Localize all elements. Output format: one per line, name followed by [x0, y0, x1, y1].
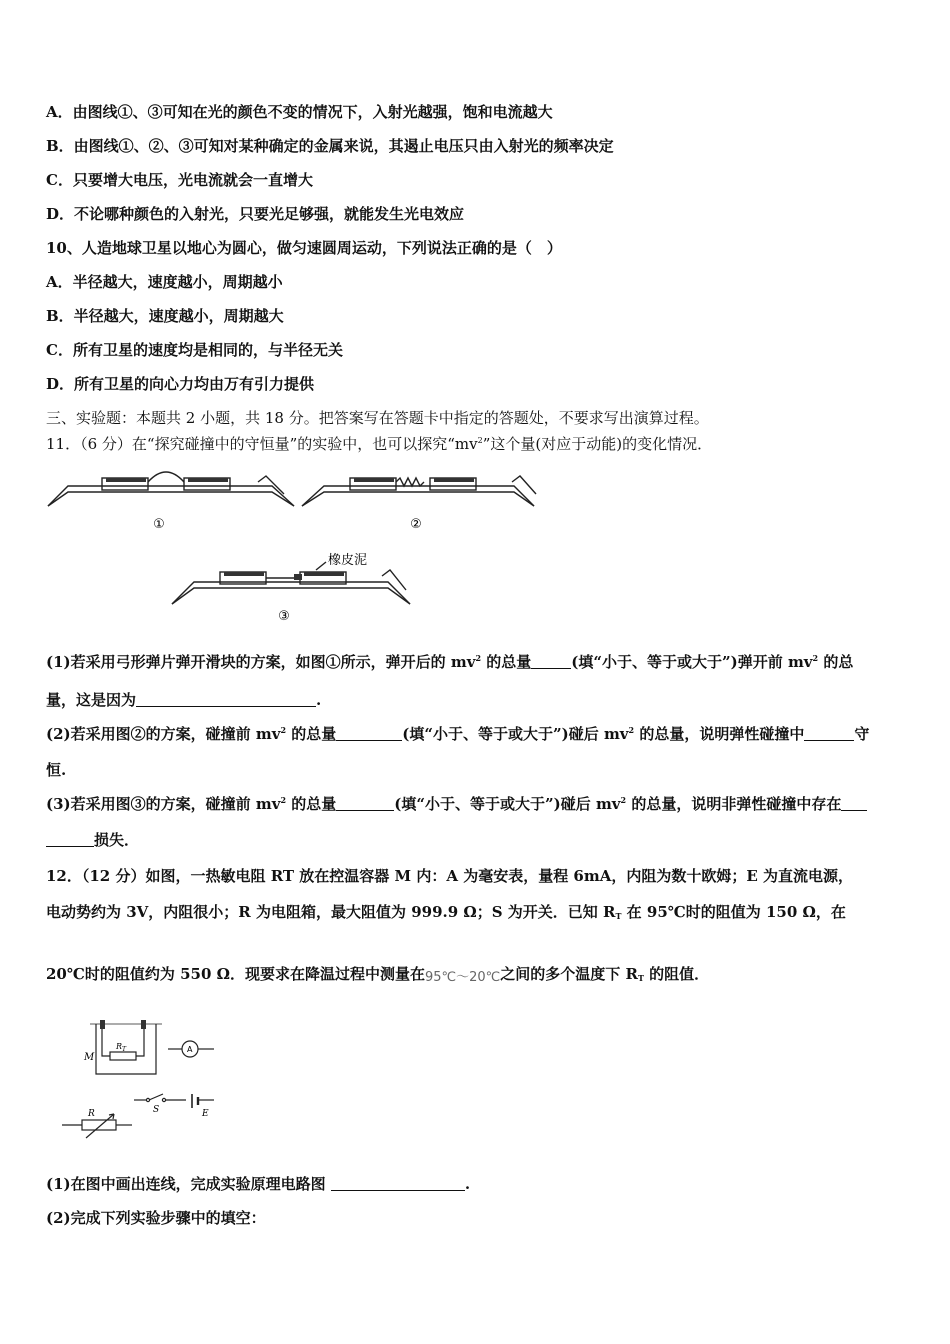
q11-part-1-line-1: (1)若采用弓形弹片弹开滑块的方案，如图①所示，弹开后的 $mv^2$ 的总量 (填“小于、等于或大于”)弹开前 $mv^2$ 的总 — [46, 653, 854, 671]
blank[interactable] — [136, 692, 316, 707]
section-3-heading: 三、实验题：本题共 2 小题，共 18 分。把答案写在答题卡中指定的答题处，不要求写出演算过程。 — [46, 409, 709, 427]
q12-line-3: 20℃时的阻值约为 550 Ω．现要求在降温过程中测量在95℃～20℃之间的多个温度下 $R_T$ 的阻值． — [46, 964, 709, 988]
label-m: M — [84, 1052, 95, 1063]
q10-stem: 10、人造地球卫星以地心为圆心，做匀速圆周运动，下列说法正确的是（ ） — [46, 239, 562, 257]
fig-label-3: ③ — [278, 609, 290, 624]
blank[interactable] — [336, 726, 402, 741]
q12-part-1: (1)在图中画出连线，完成实验原理电路图 . — [46, 1175, 471, 1193]
label-battery: E — [202, 1109, 209, 1119]
fig-label-2: ② — [410, 517, 422, 532]
q12-line-2: 电动势约为 3V，内阻很小；R 为电阻箱，最大阻值为 999.9 Ω；S 为开关．已知 $R_T$ 在 95℃时的阻值为 150 Ω，在 — [46, 903, 846, 921]
blank[interactable] — [336, 796, 394, 811]
blank[interactable] — [841, 796, 867, 811]
q12-line-1: 12．（12 分）如图，一热敏电阻 RT 放在控温容器 M 内：A 为毫安表，量程 6mA，内阻为数十欧姆；E 为直流电源， — [46, 867, 854, 885]
blank[interactable] — [46, 832, 94, 847]
q9-option-b: B．由图线①、②、③可知对某种确定的金属来说，其遏止电压只由入射光的频率决定 — [46, 137, 614, 155]
q11-part-2-line-2: 恒. — [46, 761, 67, 779]
q12-part-2: (2)完成下列实验步骤中的填空： — [46, 1209, 266, 1227]
fig-label-1: ① — [153, 517, 165, 532]
label-resistor: R — [88, 1109, 95, 1119]
temperature-range-image: 95℃～20℃ — [424, 970, 501, 985]
label-rt: $R_T$ — [116, 1042, 127, 1053]
q10-option-c: C．所有卫星的速度均是相同的，与半径无关 — [46, 341, 343, 359]
q11-stem: 11．（6 分）在“探究碰撞中的守恒量”的实验中，也可以探究“$mv^2$”这个量(对应于动能)的变化情况． — [46, 435, 713, 453]
q12-circuit-figure — [56, 1018, 226, 1148]
blank[interactable] — [531, 654, 571, 669]
label-switch: S — [153, 1105, 160, 1115]
q9-option-c: C．只要增大电压，光电流就会一直增大 — [46, 171, 313, 189]
q11-part-1-line-2: 量，这是因为 . — [46, 691, 322, 709]
q10-option-b: B．半径越大，速度越小，周期越大 — [46, 307, 284, 325]
q9-option-d: D．不论哪种颜色的入射光，只要光足够强，就能发生光电效应 — [46, 205, 465, 223]
blank[interactable] — [331, 1176, 465, 1191]
q9-option-a: A．由图线①、③可知在光的颜色不变的情况下，入射光越强，饱和电流越大 — [46, 103, 553, 121]
q11-part-3-line-1: (3)若采用图③的方案，碰撞前 $mv^2$ 的总量 (填“小于、等于或大于”)碰后 $mv^2$ 的总量，说明非弹性碰撞中存在 — [46, 794, 867, 814]
q10-option-a: A．半径越大，速度越小，周期越小 — [46, 273, 283, 291]
q11-experiment-figure — [44, 464, 544, 624]
q11-part-3-line-2: 损失． — [46, 830, 139, 850]
fig-clay-label: 橡皮泥 — [328, 553, 368, 568]
q10-option-d: D．所有卫星的向心力均由万有引力提供 — [46, 375, 315, 393]
q11-part-2-line-1: (2)若采用图②的方案，碰撞前 $mv^2$ 的总量 (填“小于、等于或大于”)碰后 $mv^2$ 的总量，说明弹性碰撞中 守 — [46, 725, 870, 743]
label-ammeter: A — [187, 1045, 193, 1054]
blank[interactable] — [804, 726, 854, 741]
